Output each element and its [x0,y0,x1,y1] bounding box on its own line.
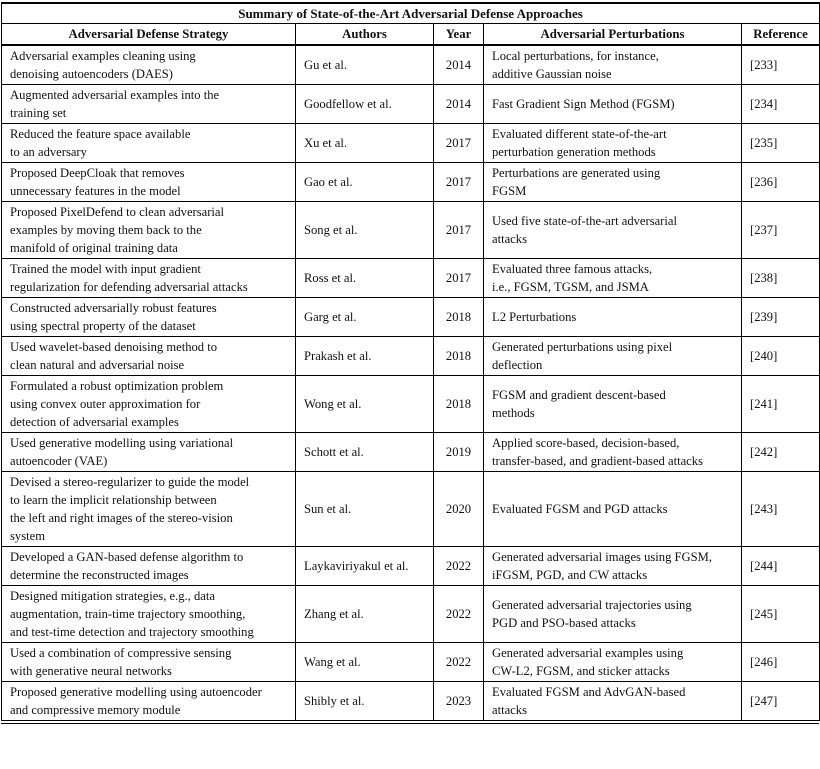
strategy-cell-line: augmentation, train-time trajectory smoothing, [10,607,246,621]
strategy-cell-line: Used a combination of compressive sensing [10,646,232,660]
reference-cell: [246] [742,643,820,682]
reference-cell: [234] [742,85,820,124]
table-row [2,337,820,376]
perturbations-cell-line: Evaluated FGSM and PGD attacks [492,502,668,516]
perturbations-cell-line: Generated perturbations using pixel [492,340,673,354]
table-row [2,472,820,547]
strategy-cell-line: examples by moving them back to the [10,223,202,237]
strategy-cell [2,586,296,643]
perturbations-cell-line: Perturbations are generated using [492,166,661,180]
strategy-cell-line: Proposed generative modelling using autoencoder [10,685,262,699]
table-row [2,547,820,586]
reference-cell: [239] [742,298,820,337]
authors-cell: Ross et al. [296,259,434,298]
perturbations-cell-line: i.e., FGSM, TGSM, and JSMA [492,280,649,294]
strategy-cell [2,337,296,376]
strategy-cell-line: Developed a GAN-based defense algorithm to [10,550,244,564]
table-row [2,259,820,298]
table-row [2,586,820,643]
strategy-cell-line: Constructed adversarially robust features [10,301,217,315]
strategy-cell-line: clean natural and adversarial noise [10,358,185,372]
perturbations-cell [484,45,742,85]
reference-cell: [235] [742,124,820,163]
strategy-cell [2,124,296,163]
perturbations-cell-line: Used five state-of-the-art adversarial [492,214,677,228]
table-title-row [2,3,820,24]
year-cell: 2017 [434,124,484,163]
strategy-cell-line: to an adversary [10,145,87,159]
authors-cell: Wang et al. [296,643,434,682]
year-cell: 2018 [434,298,484,337]
header-authors: Authors [296,24,434,46]
perturbations-cell [484,547,742,586]
strategy-cell-line: using spectral property of the dataset [10,319,196,333]
strategy-cell [2,433,296,472]
perturbations-cell [484,85,742,124]
strategy-cell-line: to learn the implicit relationship between [10,493,217,507]
strategy-cell-line: Proposed DeepCloak that removes [10,166,185,180]
strategy-cell-line: Used wavelet-based denoising method to [10,340,218,354]
authors-cell: Shibly et al. [296,682,434,721]
strategy-cell [2,643,296,682]
strategy-cell-line: unnecessary features in the model [10,184,181,198]
year-cell: 2022 [434,586,484,643]
authors-cell: Sun et al. [296,472,434,547]
reference-cell: [233] [742,45,820,85]
strategy-cell [2,85,296,124]
strategy-cell-line: autoencoder (VAE) [10,454,108,468]
header-strategy: Adversarial Defense Strategy [2,24,296,46]
strategy-cell-line: Formulated a robust optimization problem [10,379,224,393]
strategy-cell-line: Used generative modelling using variational [10,436,234,450]
table-body [2,45,820,721]
perturbations-cell [484,643,742,682]
authors-cell: Laykaviriyakul et al. [296,547,434,586]
perturbations-cell [484,472,742,547]
reference-cell: [237] [742,202,820,259]
header-row [2,24,820,46]
perturbations-cell-line: additive Gaussian noise [492,67,612,81]
reference-cell: [243] [742,472,820,547]
defense-summary-table-wrapper [1,2,819,724]
defense-summary-table [1,2,820,721]
perturbations-cell-line: FGSM [492,184,527,198]
perturbations-cell-line: Generated adversarial examples using [492,646,684,660]
strategy-cell-line: using convex outer approximation for [10,397,201,411]
authors-cell: Song et al. [296,202,434,259]
year-cell: 2017 [434,259,484,298]
perturbations-cell [484,337,742,376]
year-cell: 2022 [434,547,484,586]
strategy-cell [2,472,296,547]
perturbations-cell [484,202,742,259]
perturbations-cell-line: PGD and PSO-based attacks [492,616,636,630]
year-cell: 2022 [434,643,484,682]
perturbations-cell-line: FGSM and gradient descent-based [492,388,666,402]
strategy-cell-line: Proposed PixelDefend to clean adversarial [10,205,225,219]
perturbations-cell [484,586,742,643]
strategy-cell [2,376,296,433]
table-row [2,202,820,259]
perturbations-cell-line: deflection [492,358,543,372]
strategy-cell-line: Augmented adversarial examples into the [10,88,220,102]
year-cell: 2017 [434,202,484,259]
authors-cell: Wong et al. [296,376,434,433]
strategy-cell-line: manifold of original training data [10,241,178,255]
perturbations-cell [484,124,742,163]
authors-cell: Gao et al. [296,163,434,202]
reference-cell: [241] [742,376,820,433]
table-row [2,643,820,682]
strategy-cell-line: Reduced the feature space available [10,127,191,141]
strategy-cell [2,259,296,298]
perturbations-cell-line: L2 Perturbations [492,310,577,324]
strategy-cell-line: Adversarial examples cleaning using [10,49,196,63]
header-reference: Reference [742,24,820,46]
perturbations-cell-line: iFGSM, PGD, and CW attacks [492,568,648,582]
strategy-cell-line: training set [10,106,67,120]
strategy-cell-line: determine the reconstructed images [10,568,189,582]
perturbations-cell-line: Fast Gradient Sign Method (FGSM) [492,97,675,111]
authors-cell: Gu et al. [296,45,434,85]
perturbations-cell-line: Local perturbations, for instance, [492,49,659,63]
table-title: Summary of State-of-the-Art Adversarial Defense Approaches [2,3,820,24]
reference-cell: [247] [742,682,820,721]
year-cell: 2014 [434,85,484,124]
table-row [2,85,820,124]
perturbations-cell-line: Generated adversarial images using FGSM, [492,550,712,564]
table-row [2,433,820,472]
strategy-cell-line: system [10,529,45,543]
table-row [2,163,820,202]
authors-cell: Schott et al. [296,433,434,472]
perturbations-cell [484,433,742,472]
year-cell: 2018 [434,376,484,433]
perturbations-cell-line: transfer-based, and gradient-based attacks [492,454,703,468]
strategy-cell-line: Devised a stereo-regularizer to guide the model [10,475,250,489]
year-cell: 2019 [434,433,484,472]
reference-cell: [244] [742,547,820,586]
perturbations-cell-line: Evaluated three famous attacks, [492,262,653,276]
table-row [2,298,820,337]
perturbations-cell [484,682,742,721]
perturbations-cell-line: attacks [492,703,527,717]
strategy-cell-line: Designed mitigation strategies, e.g., data [10,589,215,603]
strategy-cell-line: the left and right images of the stereo-vision [10,511,233,525]
perturbations-cell-line: attacks [492,232,527,246]
table-row [2,376,820,433]
header-perturbations: Adversarial Perturbations [484,24,742,46]
strategy-cell [2,202,296,259]
strategy-cell-line: detection of adversarial examples [10,415,179,429]
table-row [2,45,820,85]
perturbations-cell [484,376,742,433]
reference-cell: [240] [742,337,820,376]
year-cell: 2023 [434,682,484,721]
table-row [2,682,820,721]
authors-cell: Xu et al. [296,124,434,163]
perturbations-cell-line: CW-L2, FGSM, and sticker attacks [492,664,670,678]
year-cell: 2020 [434,472,484,547]
year-cell: 2017 [434,163,484,202]
year-cell: 2018 [434,337,484,376]
strategy-cell-line: and compressive memory module [10,703,181,717]
authors-cell: Garg et al. [296,298,434,337]
perturbations-cell-line: Evaluated different state-of-the-art [492,127,667,141]
reference-cell: [242] [742,433,820,472]
perturbations-cell [484,163,742,202]
perturbations-cell-line: methods [492,406,535,420]
perturbations-cell [484,259,742,298]
strategy-cell-line: and test-time detection and trajectory smoothing [10,625,254,639]
table-bottom-rule [1,722,819,724]
authors-cell: Zhang et al. [296,586,434,643]
table-row [2,124,820,163]
strategy-cell [2,682,296,721]
reference-cell: [245] [742,586,820,643]
authors-cell: Prakash et al. [296,337,434,376]
perturbations-cell-line: perturbation generation methods [492,145,656,159]
reference-cell: [238] [742,259,820,298]
strategy-cell-line: denoising autoencoders (DAES) [10,67,173,81]
strategy-cell [2,163,296,202]
perturbations-cell-line: Applied score-based, decision-based, [492,436,680,450]
perturbations-cell [484,298,742,337]
reference-cell: [236] [742,163,820,202]
perturbations-cell-line: Evaluated FGSM and AdvGAN-based [492,685,686,699]
strategy-cell-line: Trained the model with input gradient [10,262,201,276]
year-cell: 2014 [434,45,484,85]
strategy-cell-line: with generative neural networks [10,664,172,678]
strategy-cell [2,45,296,85]
header-year: Year [434,24,484,46]
strategy-cell [2,547,296,586]
strategy-cell [2,298,296,337]
perturbations-cell-line: Generated adversarial trajectories using [492,598,692,612]
strategy-cell-line: regularization for defending adversarial attacks [10,280,248,294]
authors-cell: Goodfellow et al. [296,85,434,124]
